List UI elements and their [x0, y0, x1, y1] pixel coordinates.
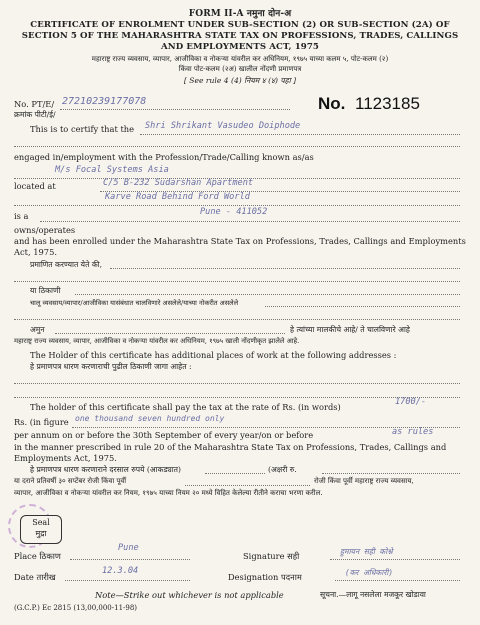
- enrolled-text: and has been enrolled under the Maharashtra State Tax on Professions, Trades, Callings and Employments: [14, 236, 466, 246]
- heading-line-3: AND EMPLOYMENTS ACT, 1975: [160, 42, 320, 52]
- marathi-heading-2: किंवा पोट-कलम (२अ) खालील नोंदणी प्रमाणपत्र: [178, 65, 302, 73]
- marathi-place: या ठिकाणी: [30, 286, 61, 295]
- marathi-trade: चालू व्यवसाय/व्यापार/आजीविका यासंबंधात चालविणारे असलेले/याच्या नोकरीत असलेले: [30, 299, 239, 307]
- enrolment-no-marathi: क्रमांक पीटी/ई/: [14, 110, 56, 119]
- place-label: Place ठिकाण: [14, 551, 61, 561]
- seal-marathi: मुद्रा: [35, 529, 47, 538]
- rs-figure-label: Rs. (in figure: [14, 417, 69, 427]
- print-reference: (G.C.P.) Ec 2815 (13,00,000-11-98): [14, 604, 138, 612]
- marathi-words: (अक्षरी रु.: [268, 465, 297, 474]
- designation-value: (कर अधिकारी): [345, 568, 393, 577]
- heading-line-2: SECTION 5 OF THE MAHARASHTRA STATE TAX ON PROFESSIONS, TRADES, CALLINGS: [21, 31, 459, 41]
- manner-text: in the manner prescribed in rule 20 of the Maharashtra State Tax on Professions, Trades, Callings and: [14, 442, 447, 452]
- located-label: located at: [14, 181, 56, 191]
- holder-places-text: The Holder of this certificate has additional places of work at the following addresses :: [30, 350, 397, 360]
- address-line-2: Karve Road Behind Ford World: [105, 192, 250, 202]
- holder-name: Shri Shrikant Vasudeo Doiphode: [145, 121, 301, 131]
- serial-number: 1123185: [355, 94, 420, 113]
- date-label: Date तारीख: [14, 572, 56, 582]
- marathi-rate: हे प्रमाणपत्र धारण करणाराने दरसाल रुपये (आकड्यात): [30, 465, 181, 474]
- holder-pay-text: The holder of this certificate shall pay the tax at the rate of Rs. (in words): [30, 402, 341, 412]
- address-line-3: Pune - 411052: [200, 207, 268, 217]
- marathi-amun: अमुन: [30, 325, 45, 334]
- per-annum-value: as rules: [392, 427, 434, 437]
- designation-label: Designation पदनाम: [228, 572, 302, 582]
- marathi-rule: व्यापार, आजीविका व नोकऱ्या यांवरील कर नियम, १९७५ याच्या नियम २० मध्ये विहित केलेल्या रीतीने कराचा भरणा करील.: [14, 489, 323, 497]
- marathi-owner: हे त्यांच्या मालकीचे आहे/ ते चालविणारे आहे: [290, 325, 410, 334]
- pay-amount-words: 1700/-: [395, 397, 427, 407]
- address-line-1: C/5 B-232 Sudarshan Apartment: [103, 178, 254, 188]
- engaged-text: engaged in/employment with the Profession/Trade/Calling known as/as: [14, 152, 314, 162]
- certify-text: This is to certify that the: [30, 124, 135, 134]
- marathi-before-2: रोजी किंवा पूर्वी महाराष्ट्र राज्य व्यवसाय,: [314, 477, 414, 485]
- form-title: FORM II-A नमुना दोन-अ: [188, 9, 292, 19]
- marathi-before: या दराने प्रतिवर्षी ३० सप्टेंबर रोजी किंवा पूर्वी: [14, 477, 127, 485]
- is-a-label: is a: [14, 211, 29, 221]
- firm-name: M/s Focal Systems Asia: [55, 165, 169, 175]
- note-text: Note—Strike out whichever is not applicable: [95, 590, 284, 600]
- per-annum-text: per annum on or before the 30th September of every year/on or before: [14, 430, 314, 440]
- enrolment-no-label: No. PT/E/: [14, 99, 55, 109]
- note-marathi: सूचना.—लागू नसलेला मजकूर खोडावा: [320, 590, 426, 599]
- heading-line-1: CERTIFICATE OF ENROLMENT UNDER SUB-SECTION (2) OR SUB-SECTION (2A) OF: [30, 20, 450, 30]
- rule-reference: [ See rule 4 (4) नियम ४ (४) पहा ]: [183, 76, 297, 85]
- marathi-heading-1: महाराष्ट्र राज्य व्यवसाय, व्यापार, आजीविका व नोकऱ्या यांवरील कर अधिनियम, १९७५ याच्या कलम ५, पोट-कलम (२): [91, 55, 389, 63]
- employments-act: Employments Act, 1975.: [14, 453, 117, 463]
- marathi-places: हे प्रमाणपत्र धारण करणाराची पुढील ठिकाणी जागा आहेत :: [30, 362, 192, 371]
- seal-box: [20, 515, 62, 544]
- act-text: Act, 1975.: [14, 247, 57, 257]
- marathi-registered: महाराष्ट्र राज्य व्यवसाय, व्यापार, आजीविका व नोकऱ्या यांवरील कर अधिनियम, १९७५ खाली नोंदणीकृत झालेले आहे.: [14, 337, 300, 345]
- signature-value: हुमायन सही कोश्ने: [340, 547, 393, 556]
- marathi-certify: प्रमाणित करण्यात येते की,: [30, 260, 103, 269]
- place-value: Pune: [118, 543, 139, 553]
- rs-figure-value: one thousand seven hundred only: [75, 414, 225, 423]
- serial-label: No.: [318, 94, 346, 113]
- enrolment-number: 27210239177078: [62, 96, 147, 107]
- date-value: 12.3.04: [102, 566, 139, 576]
- owns-operates: owns/operates: [14, 225, 76, 235]
- signature-label: Signature सही: [243, 551, 300, 561]
- seal-label: Seal: [32, 518, 50, 527]
